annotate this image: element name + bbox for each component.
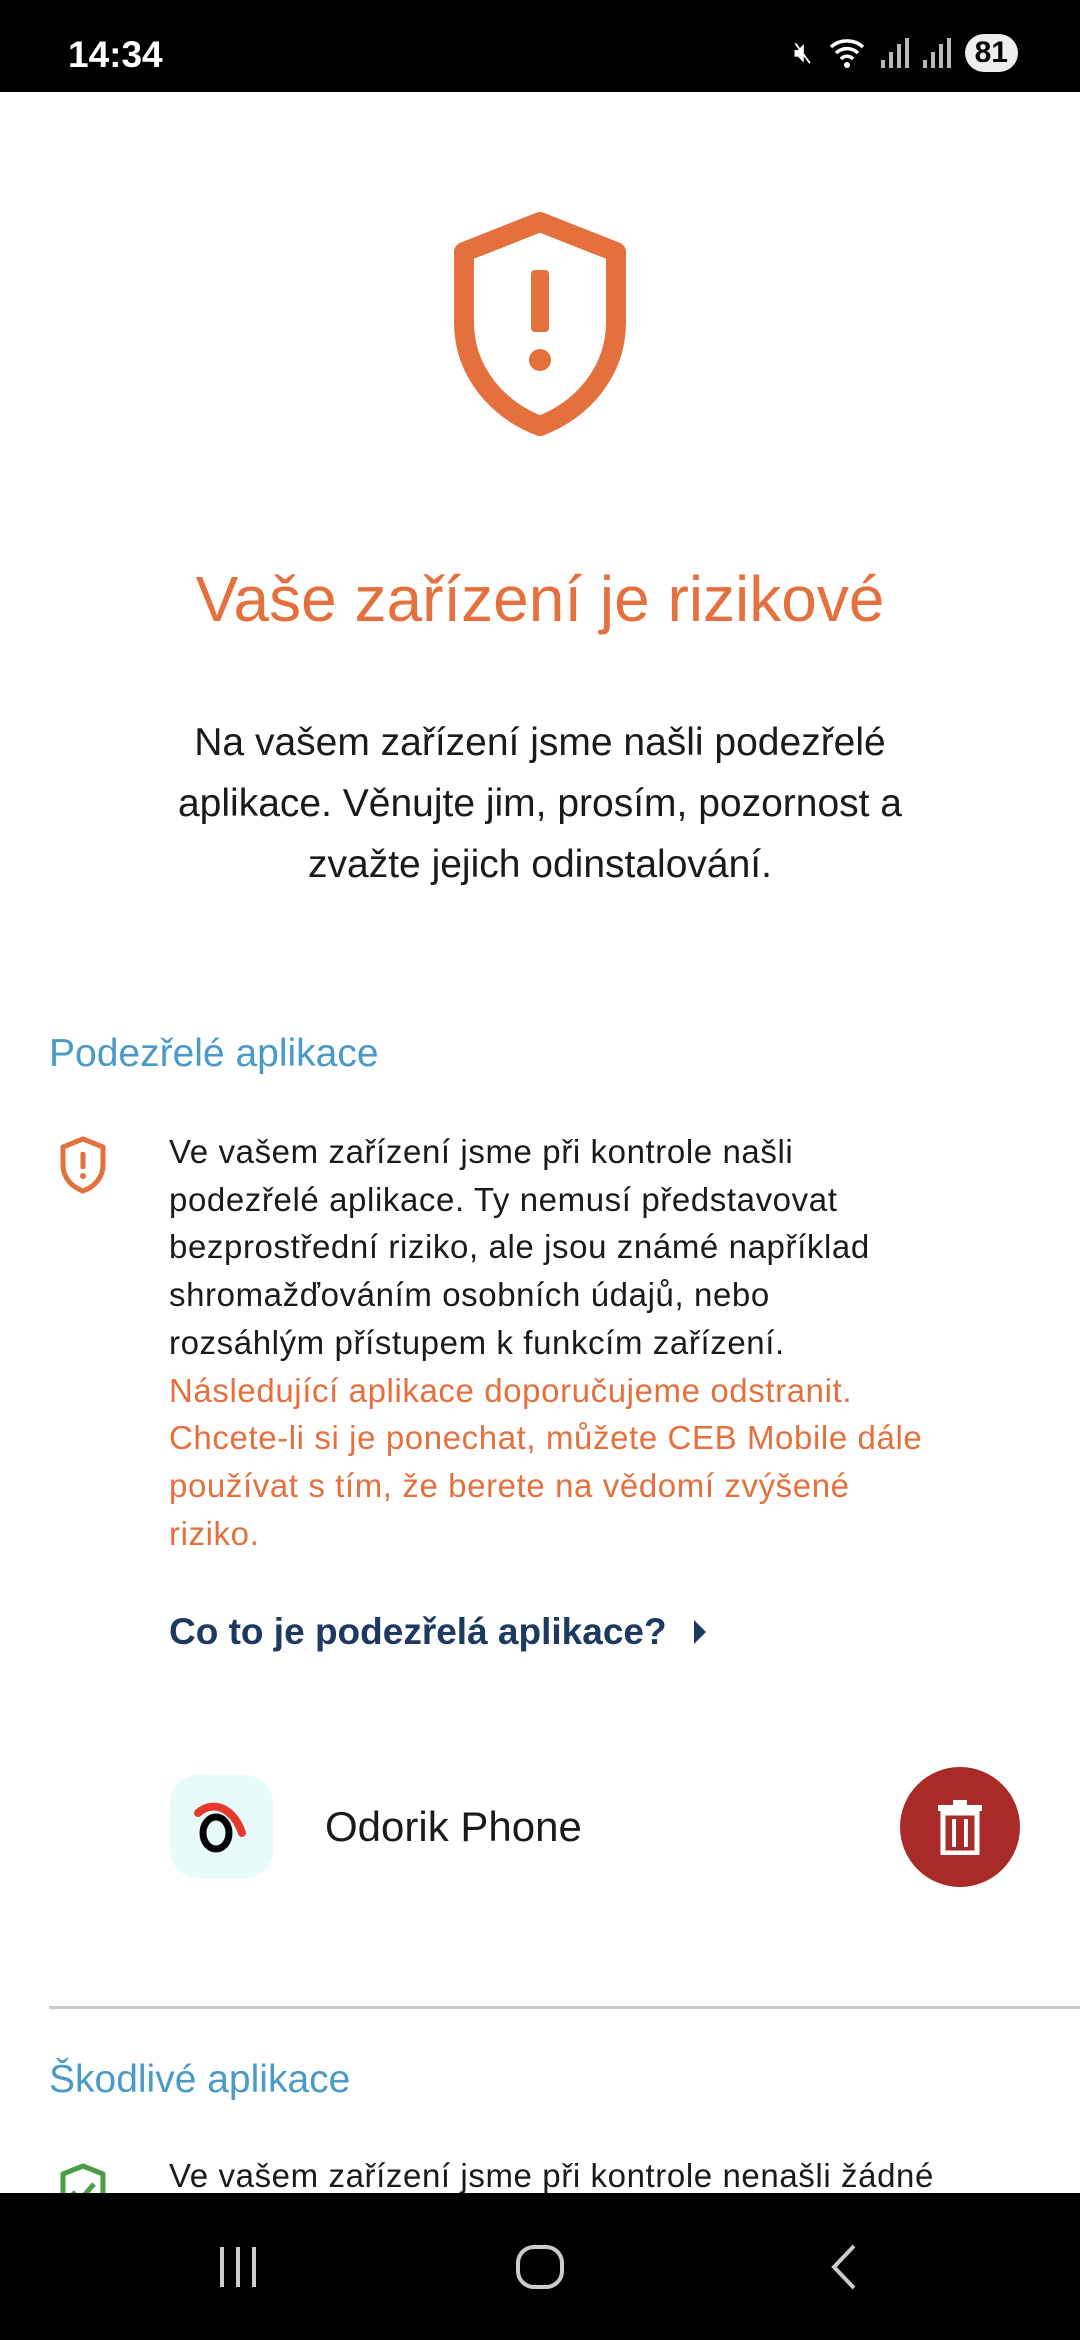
- warning-line: riziko.: [169, 1514, 260, 1552]
- intro-line: Na vašem zařízení jsme našli podezřelé: [194, 721, 886, 764]
- text-line: Ve vašem zařízení jsme při kontrole nenašli žádné: [169, 2157, 934, 2193]
- section-heading-suspicious: Podezřelé aplikace: [49, 1032, 379, 1075]
- intro-line: aplikace. Věnujte jim, prosím, pozornost a: [177, 782, 902, 825]
- page-title: Vaše zařízení je rizikové: [195, 563, 885, 635]
- harmful-description: [169, 2152, 934, 2193]
- warning-line: Následující aplikace doporučujeme odstranit.: [169, 1371, 853, 1409]
- back-button[interactable]: [783, 2193, 903, 2340]
- warning-line: používat s tím, že berete na vědomí zvýšené: [169, 1466, 850, 1504]
- recents-icon: [216, 2245, 260, 2289]
- signal-icon: [881, 38, 909, 68]
- delete-app-button[interactable]: [900, 1767, 1020, 1887]
- warning-shield-icon: [58, 1135, 108, 1195]
- section-heading-harmful: Škodlivé aplikace: [49, 2058, 351, 2101]
- what-is-suspicious-app-link[interactable]: [169, 1611, 707, 1653]
- home-icon: [515, 2244, 565, 2290]
- app-icon-odorik: [170, 1775, 273, 1878]
- intro-line: zvažte jejich odinstalování.: [308, 843, 772, 886]
- mute-icon: 🔇︎: [793, 36, 813, 69]
- warning-line: Chcete-li si je ponechat, můžete CEB Mobile dále: [169, 1419, 923, 1457]
- recent-apps-button[interactable]: [178, 2193, 298, 2340]
- text-line: shromažďováním osobních údajů, nebo: [169, 1276, 770, 1314]
- status-bar: [0, 0, 1080, 92]
- text-line: podezřelé aplikace. Ty nemusí představovat: [169, 1180, 838, 1218]
- text-line: Ve vašem zařízení jsme při kontrole našli: [169, 1133, 794, 1170]
- wifi-icon: [827, 37, 867, 69]
- trash-icon: [936, 1799, 984, 1855]
- signal-icon-2: [923, 38, 951, 68]
- battery-indicator: 81: [965, 34, 1018, 72]
- navigation-bar: [0, 2193, 1080, 2340]
- warning-shield-icon: [450, 212, 630, 436]
- clock: 14:34: [68, 34, 163, 75]
- home-button[interactable]: [480, 2193, 600, 2340]
- text-line: rozsáhlým přístupem k funkcím zařízení.: [169, 1323, 785, 1361]
- caret-right-icon: [693, 1619, 707, 1645]
- intro-text: [0, 712, 1080, 895]
- back-icon: [828, 2244, 858, 2290]
- divider: [49, 2006, 1080, 2009]
- risk-screen[interactable]: [0, 92, 1080, 2193]
- link-label: Co to je podezřelá aplikace?: [169, 1611, 667, 1652]
- suspicious-description: [169, 1128, 922, 1557]
- app-name: Odorik Phone: [325, 1803, 582, 1850]
- ok-shield-icon: [58, 2162, 108, 2193]
- text-line: bezprostřední riziko, ale jsou známé například: [169, 1228, 870, 1266]
